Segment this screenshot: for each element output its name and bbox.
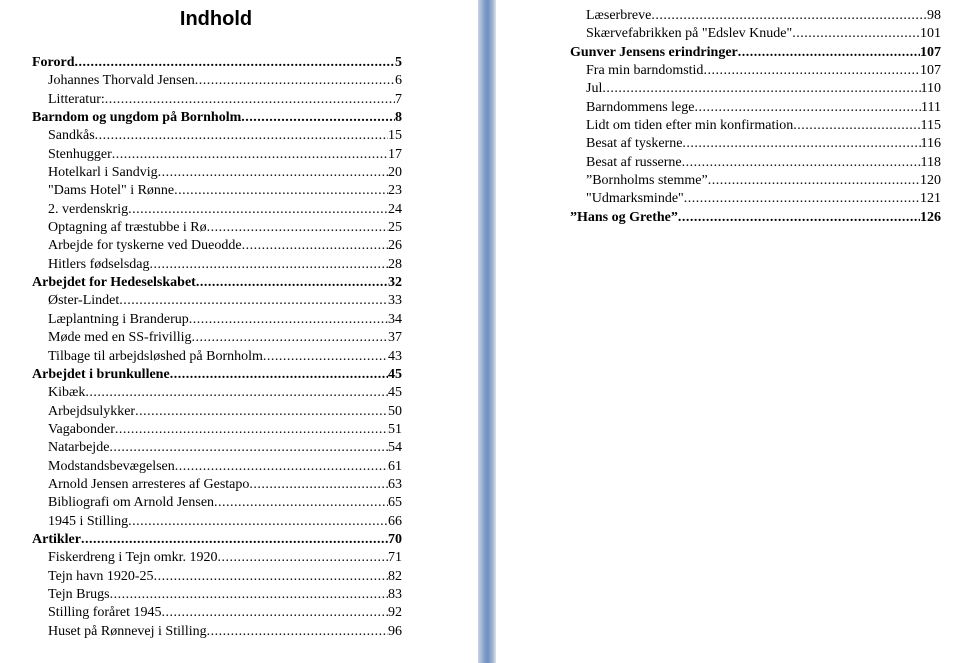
toc-entry-title: Fiskerdreng i Tejn omkr. 1920 <box>48 550 218 566</box>
toc-page-number: 17 <box>388 146 402 162</box>
toc-page-number: 23 <box>388 183 402 199</box>
toc-entry-title: Besat af tyskerne <box>586 136 683 152</box>
toc-page-number: 51 <box>388 421 402 437</box>
right-page <box>496 0 980 663</box>
toc-page-number: 110 <box>920 81 941 97</box>
toc-page-number: 7 <box>395 91 402 107</box>
toc-page-number: 115 <box>920 118 941 134</box>
toc-page-number: 71 <box>388 550 402 566</box>
toc-section-entry[interactable] <box>32 421 402 439</box>
toc-section-entry[interactable] <box>32 292 402 310</box>
toc-entry-title: Forord <box>32 55 75 70</box>
toc-section-entry[interactable] <box>32 237 402 255</box>
toc-page-number: 70 <box>388 531 402 547</box>
toc-entry-title: Natarbejde <box>48 440 110 456</box>
toc-section-entry[interactable] <box>32 586 402 604</box>
toc-entry-title: Fra min barndomstid <box>586 63 704 79</box>
toc-section-entry[interactable] <box>32 146 402 164</box>
toc-page-number: 5 <box>395 55 402 70</box>
toc-entry-title: Stilling foråret 1945 <box>48 605 162 621</box>
toc-dot-leader <box>115 421 388 439</box>
toc-chapter-entry[interactable] <box>32 366 402 384</box>
toc-dot-leader <box>684 190 920 208</box>
toc-section-entry[interactable] <box>570 80 941 98</box>
toc-dot-leader <box>154 568 388 586</box>
toc-dot-leader <box>192 329 389 347</box>
toc-page-number: 50 <box>388 403 402 419</box>
toc-page-number: 118 <box>920 154 941 170</box>
toc-entry-title: Barndommens lege <box>586 99 695 115</box>
toc-page-number: 66 <box>388 513 402 529</box>
toc-page-number: 126 <box>920 209 941 225</box>
toc-page-number: 6 <box>395 73 402 89</box>
toc-page-number: 8 <box>395 110 402 126</box>
toc-dot-leader <box>95 127 388 145</box>
toc-section-entry[interactable] <box>32 348 402 366</box>
toc-section-entry[interactable] <box>570 62 941 80</box>
toc-dot-leader <box>249 476 388 494</box>
toc-section-entry[interactable] <box>32 568 402 586</box>
toc-page-number: 101 <box>920 26 941 42</box>
toc-page-number: 45 <box>388 385 402 401</box>
toc-chapter-entry[interactable] <box>32 109 402 127</box>
toc-page-number: 107 <box>920 63 941 79</box>
toc-dot-leader <box>217 549 388 567</box>
toc-list-right <box>570 7 941 227</box>
toc-entry-title: Læserbreve <box>586 8 652 23</box>
toc-dot-leader <box>128 513 388 531</box>
toc-entry-title: Lidt om tiden efter min konfirmation <box>586 118 794 134</box>
toc-dot-leader <box>263 348 388 366</box>
toc-dot-leader <box>602 80 920 98</box>
toc-chapter-entry[interactable] <box>570 44 941 62</box>
toc-dot-leader <box>162 604 388 622</box>
toc-section-entry[interactable] <box>32 164 402 182</box>
toc-entry-title: Litteratur: <box>48 91 105 107</box>
toc-dot-leader <box>189 311 388 329</box>
toc-dot-leader <box>175 458 388 476</box>
toc-page-number: 34 <box>388 311 402 327</box>
toc-page-number: 25 <box>388 220 402 236</box>
toc-dot-leader <box>682 135 920 153</box>
toc-dot-leader <box>678 209 920 227</box>
toc-section-entry[interactable] <box>570 190 941 208</box>
toc-entry-title: Modstandsbevægelsen <box>48 458 175 474</box>
toc-section-entry[interactable] <box>570 172 941 190</box>
toc-title: Indhold <box>179 8 253 30</box>
toc-entry-title: Arbejdsulykker <box>48 403 136 419</box>
toc-dot-leader <box>241 109 395 127</box>
toc-entry-title: ”Hans og Grethe” <box>570 209 678 225</box>
toc-section-entry[interactable] <box>570 25 941 43</box>
toc-dot-leader <box>81 531 388 549</box>
toc-dot-leader <box>158 164 388 182</box>
toc-dot-leader <box>207 219 388 237</box>
toc-dot-leader <box>793 117 920 135</box>
toc-dot-leader <box>738 44 920 62</box>
toc-page-number: 28 <box>388 256 402 272</box>
toc-entry-title: Barndom og ungdom på Bornholm <box>32 110 242 126</box>
toc-dot-leader <box>128 201 388 219</box>
toc-dot-leader <box>708 172 920 190</box>
toc-entry-title: Johannes Thorvald Jensen <box>48 73 195 89</box>
toc-section-entry[interactable] <box>570 135 941 153</box>
toc-page-number: 116 <box>920 136 941 152</box>
toc-entry-title: Tejn Brugs <box>48 586 110 602</box>
toc-entry-title: 2. verdenskrig <box>48 201 129 217</box>
toc-entry-title: Sandkås <box>48 128 95 144</box>
toc-section-entry[interactable] <box>32 549 402 567</box>
toc-entry-title: "Dams Hotel" i Rønne <box>48 183 175 199</box>
toc-entry-title: Vagabonder <box>48 421 115 437</box>
toc-section-entry[interactable] <box>32 182 402 200</box>
toc-page-number: 45 <box>388 366 402 382</box>
toc-dot-leader <box>149 256 388 274</box>
toc-page-number: 65 <box>388 495 402 511</box>
toc-chapter-entry[interactable] <box>32 531 402 549</box>
toc-page-number: 20 <box>388 165 402 181</box>
toc-dot-leader <box>682 154 921 172</box>
toc-dot-leader <box>242 237 388 255</box>
toc-entry-title: Bibliografi om Arnold Jensen <box>48 495 215 511</box>
toc-page-number: 54 <box>388 440 402 456</box>
toc-section-entry[interactable] <box>32 513 402 531</box>
toc-section-entry[interactable] <box>32 384 402 402</box>
toc-chapter-entry[interactable] <box>32 54 402 72</box>
toc-section-entry[interactable] <box>32 494 402 512</box>
toc-chapter-entry[interactable] <box>570 209 941 227</box>
toc-entry-title: Tilbage til arbejdsløshed på Bornholm <box>48 348 263 364</box>
toc-page-number: 24 <box>388 201 402 217</box>
toc-section-entry[interactable] <box>32 127 402 145</box>
toc-section-entry[interactable] <box>32 458 402 476</box>
toc-dot-leader <box>195 72 395 90</box>
toc-dot-leader <box>174 182 388 200</box>
toc-entry-title: Øster-Lindet <box>48 293 120 309</box>
toc-dot-leader <box>85 384 388 402</box>
toc-dot-leader <box>110 586 388 604</box>
toc-section-entry[interactable] <box>32 623 402 641</box>
toc-entry-title: Hitlers fødselsdag <box>48 256 150 272</box>
toc-section-entry[interactable] <box>32 329 402 347</box>
toc-section-entry[interactable] <box>32 219 402 237</box>
toc-dot-leader <box>703 62 920 80</box>
toc-page-number: 121 <box>920 191 941 207</box>
page-gutter <box>478 0 496 663</box>
toc-dot-leader <box>214 494 388 512</box>
toc-page-number: 33 <box>388 293 402 309</box>
toc-page-number: 37 <box>388 330 402 346</box>
toc-dot-leader <box>75 54 395 72</box>
toc-section-entry[interactable] <box>32 476 402 494</box>
toc-section-entry[interactable] <box>570 117 941 135</box>
toc-dot-leader <box>792 25 920 43</box>
toc-page-number: 43 <box>388 348 402 364</box>
toc-page-number: 61 <box>388 458 402 474</box>
toc-entry-title: Kibæk <box>48 385 86 401</box>
toc-section-entry[interactable] <box>32 256 402 274</box>
toc-page-number: 111 <box>921 99 941 115</box>
toc-dot-leader <box>170 366 388 384</box>
toc-entry-title: "Udmarksminde" <box>586 191 684 207</box>
toc-page-number: 120 <box>920 173 941 189</box>
toc-dot-leader <box>651 7 927 25</box>
toc-page-number: 107 <box>920 44 941 60</box>
toc-section-entry[interactable] <box>570 154 941 172</box>
toc-entry-title: Møde med en SS-frivillig <box>48 330 192 346</box>
toc-list-left <box>32 54 402 641</box>
toc-dot-leader <box>105 91 395 109</box>
toc-entry-title: Arbejdet i brunkullene <box>32 366 170 382</box>
toc-dot-leader <box>135 403 388 421</box>
toc-section-entry[interactable] <box>32 72 402 90</box>
toc-page-number: 26 <box>388 238 402 254</box>
toc-entry-title: Læplantning i Branderup <box>48 311 189 327</box>
toc-entry-title: Skærvefabrikken på "Edslev Knude" <box>586 26 793 42</box>
toc-section-entry[interactable] <box>32 604 402 622</box>
toc-entry-title: ”Bornholms stemme” <box>586 173 708 189</box>
toc-dot-leader <box>112 146 388 164</box>
toc-page-number: 98 <box>927 8 941 23</box>
toc-entry-title: Hotelkarl i Sandvig <box>48 165 158 181</box>
toc-entry-title: 1945 i Stilling <box>48 513 129 529</box>
toc-section-entry[interactable] <box>570 99 941 117</box>
toc-page-number: 15 <box>388 128 402 144</box>
toc-section-entry[interactable] <box>32 439 402 457</box>
left-page <box>0 0 478 663</box>
toc-page-number: 92 <box>388 605 402 621</box>
toc-entry-title: Besat af russerne <box>586 154 682 170</box>
toc-entry-title: Optagning af træstubbe i Rø <box>48 220 207 236</box>
toc-dot-leader <box>109 439 388 457</box>
toc-page-number: 96 <box>388 623 402 639</box>
toc-chapter-entry[interactable] <box>32 274 402 292</box>
toc-dot-leader <box>119 292 388 310</box>
toc-entry-title: Jul <box>586 81 603 97</box>
toc-section-entry[interactable] <box>32 403 402 421</box>
toc-entry-title: Huset på Rønnevej i Stilling <box>48 623 207 639</box>
toc-page-number: 32 <box>388 275 402 291</box>
toc-entry-title: Tejn havn 1920-25 <box>48 568 154 584</box>
toc-entry-title: Artikler <box>32 531 81 547</box>
toc-section-entry[interactable] <box>32 311 402 329</box>
toc-entry-title: Arbejdet for Hedeselskabet <box>32 275 196 291</box>
toc-entry-title: Arbejde for tyskerne ved Dueodde <box>48 238 242 254</box>
toc-dot-leader <box>196 274 388 292</box>
toc-dot-leader <box>207 623 388 641</box>
toc-entry-title: Stenhugger <box>48 146 112 162</box>
toc-section-entry[interactable] <box>32 91 402 109</box>
toc-entry-title: Gunver Jensens erindringer <box>570 44 738 60</box>
toc-page-number: 83 <box>388 586 402 602</box>
toc-section-entry[interactable] <box>570 7 941 25</box>
toc-page-number: 82 <box>388 568 402 584</box>
toc-dot-leader <box>694 99 921 117</box>
toc-section-entry[interactable] <box>32 201 402 219</box>
toc-entry-title: Arnold Jensen arresteres af Gestapo <box>48 476 250 492</box>
toc-page-number: 63 <box>388 476 402 492</box>
